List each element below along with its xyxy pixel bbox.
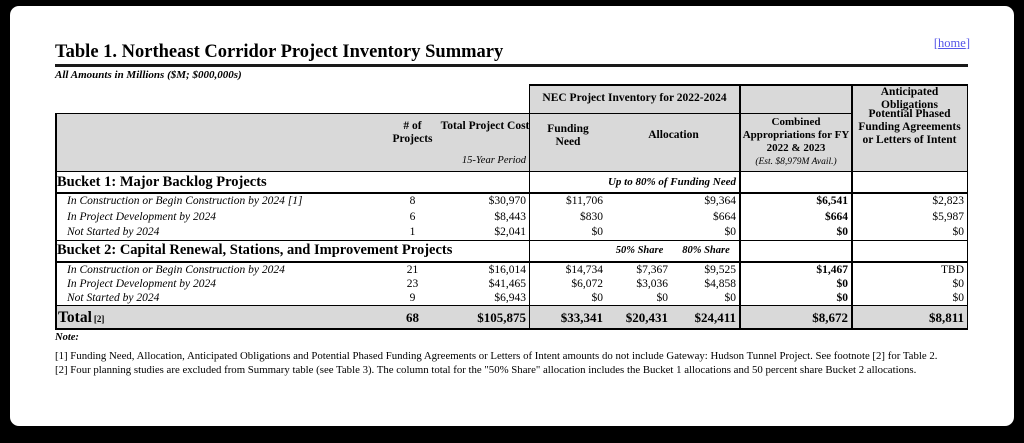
cell-funding-need: $0: [591, 225, 603, 238]
cell-potential: $0: [952, 225, 964, 238]
cell-funding-need: $0: [591, 292, 603, 305]
amounts-note: All Amounts in Millions ($M; $000,000s): [55, 69, 242, 81]
cell-projects: 23: [406, 278, 419, 291]
col-header-allocation: Allocation: [648, 129, 699, 141]
home-link-label[interactable]: home: [938, 36, 966, 50]
cell-alloc-50: $0: [656, 292, 668, 305]
table-row: [55, 224, 968, 240]
anticipated-estimate-note: (Est. $8,979M Avail.): [755, 157, 837, 167]
col-header-cost-period: 15-Year Period: [461, 155, 526, 166]
total-label-text: Total: [58, 309, 92, 326]
cell-cost: $30,970: [488, 195, 526, 208]
cell-anticipated: $0: [836, 278, 848, 291]
bucket2-title: Bucket 2: Capital Renewal, Stations, and Improvement Projects: [57, 242, 453, 259]
cell-alloc50-total: $20,431: [625, 310, 668, 325]
cell-projects-total: 68: [406, 310, 419, 325]
cell-funding-total: $33,341: [560, 310, 603, 325]
total-footnote-ref: [2]: [93, 314, 105, 324]
cell-cost: $8,443: [494, 210, 526, 223]
footnote-1: [1] Funding Need, Allocation, Anticipated Obligations and Potential Phased Funding Agreements or Letters of Intent amounts do not include Gateway: Hudson Tunnel Project. See footnote [2] for Table 2.: [55, 350, 938, 362]
bucket2-header-row: [55, 241, 968, 262]
cell-alloc-80: $9,525: [704, 263, 736, 276]
header-row1-divider: [55, 113, 852, 114]
cell-cost: $6,943: [494, 292, 526, 305]
cell-potential: $0: [952, 292, 964, 305]
col-header-projects: # of Projects: [392, 120, 433, 145]
cell-funding-need: $830: [580, 210, 603, 223]
title-underline: [55, 64, 968, 67]
cell-anticipated: $0: [836, 225, 848, 238]
col-header-cost: Total Project Cost: [440, 120, 530, 132]
table-row: [55, 209, 968, 224]
col-header-funding: Funding Need: [547, 123, 589, 148]
footnotes: [55, 350, 973, 377]
col-header-nec-span: NEC Project Inventory for 2022-2024: [542, 92, 727, 104]
row-label: Not Started by 2024: [67, 225, 160, 238]
row-label: In Project Development by 2024: [67, 278, 217, 291]
cell-funding-need: $6,072: [571, 278, 603, 291]
col-header-potential: Potential Phased Funding Agreements or Letters of Intent: [858, 108, 961, 146]
footnote-2: [2] Four planning studies are excluded from Summary table (see Table 3). The column total for the "50% Share" allocation includes the Bucket 1 allocations and 50 percent share Bucket 2 allocations.: [55, 363, 917, 376]
cell-potential: TBD: [941, 263, 964, 276]
cell-cost: $2,041: [494, 225, 526, 238]
anticipated-sub-label: Combined Appropriations for FY 2022 & 2023: [742, 116, 850, 154]
cell-projects: 21: [406, 263, 419, 276]
share-50-label: 50% Share: [615, 245, 664, 257]
table-row: [55, 292, 968, 306]
document-page: [10, 6, 1014, 426]
cell-alloc-80: $664: [713, 210, 736, 223]
cell-alloc-50: $3,036: [636, 278, 668, 291]
total-label: [55, 309, 385, 327]
home-bracket-left: [: [933, 36, 939, 50]
home-bracket-right: ]: [965, 36, 970, 50]
cell-alloc-80: $0: [724, 225, 736, 238]
table-row: [55, 277, 968, 292]
share-80-label: 80% Share: [682, 245, 730, 257]
cell-potential: $5,987: [932, 210, 964, 223]
total-row: [55, 306, 968, 330]
row-label: Not Started by 2024: [67, 292, 160, 305]
note-heading: Note:: [55, 332, 79, 343]
cell-alloc80-total: $24,411: [694, 310, 736, 325]
table-row: [55, 263, 968, 278]
cell-alloc-50: $7,367: [636, 263, 668, 276]
row-label: In Construction or Begin Construction by 2024: [67, 263, 285, 276]
cell-cost: $16,014: [488, 263, 526, 276]
cell-potential: $0: [952, 278, 964, 291]
cell-anticipated: $6,541: [816, 195, 848, 208]
cell-projects: 9: [409, 292, 416, 305]
cell-cost-total: $105,875: [477, 310, 526, 325]
cell-projects: 1: [409, 225, 416, 238]
cell-potential: $2,823: [932, 195, 964, 208]
cell-funding-need: $11,706: [566, 195, 603, 208]
row-label: In Construction or Begin Construction by 2024 [1]: [67, 195, 303, 208]
row-label: In Project Development by 2024: [67, 210, 217, 223]
cell-anticipated: $0: [836, 292, 848, 305]
table-row: [55, 194, 968, 210]
col-header-anticipated-sub: [741, 116, 851, 169]
cell-anticipated: $1,467: [816, 263, 848, 276]
bucket1-header-row: [55, 172, 968, 193]
cell-projects: 6: [409, 210, 416, 223]
bucket1-allocation-note: Up to 80% of Funding Need: [607, 176, 737, 189]
cell-alloc-80: $4,858: [704, 278, 736, 291]
col-header-anticipated: Anticipated Obligations: [880, 86, 939, 111]
cell-projects: 8: [409, 195, 416, 208]
cell-anticipated-total: $8,672: [812, 310, 848, 325]
cell-alloc-80: $0: [724, 292, 736, 305]
cell-anticipated: $664: [825, 210, 848, 223]
inventory-summary-table: [55, 84, 968, 330]
cell-funding-need: $14,734: [565, 263, 603, 276]
cell-alloc-80: $9,364: [704, 195, 736, 208]
bucket1-title: Bucket 1: Major Backlog Projects: [57, 173, 267, 190]
cell-cost: $41,465: [488, 278, 526, 291]
page-title: Table 1. Northeast Corridor Project Inventory Summary: [55, 42, 504, 62]
cell-potential-total: $8,811: [928, 310, 964, 325]
